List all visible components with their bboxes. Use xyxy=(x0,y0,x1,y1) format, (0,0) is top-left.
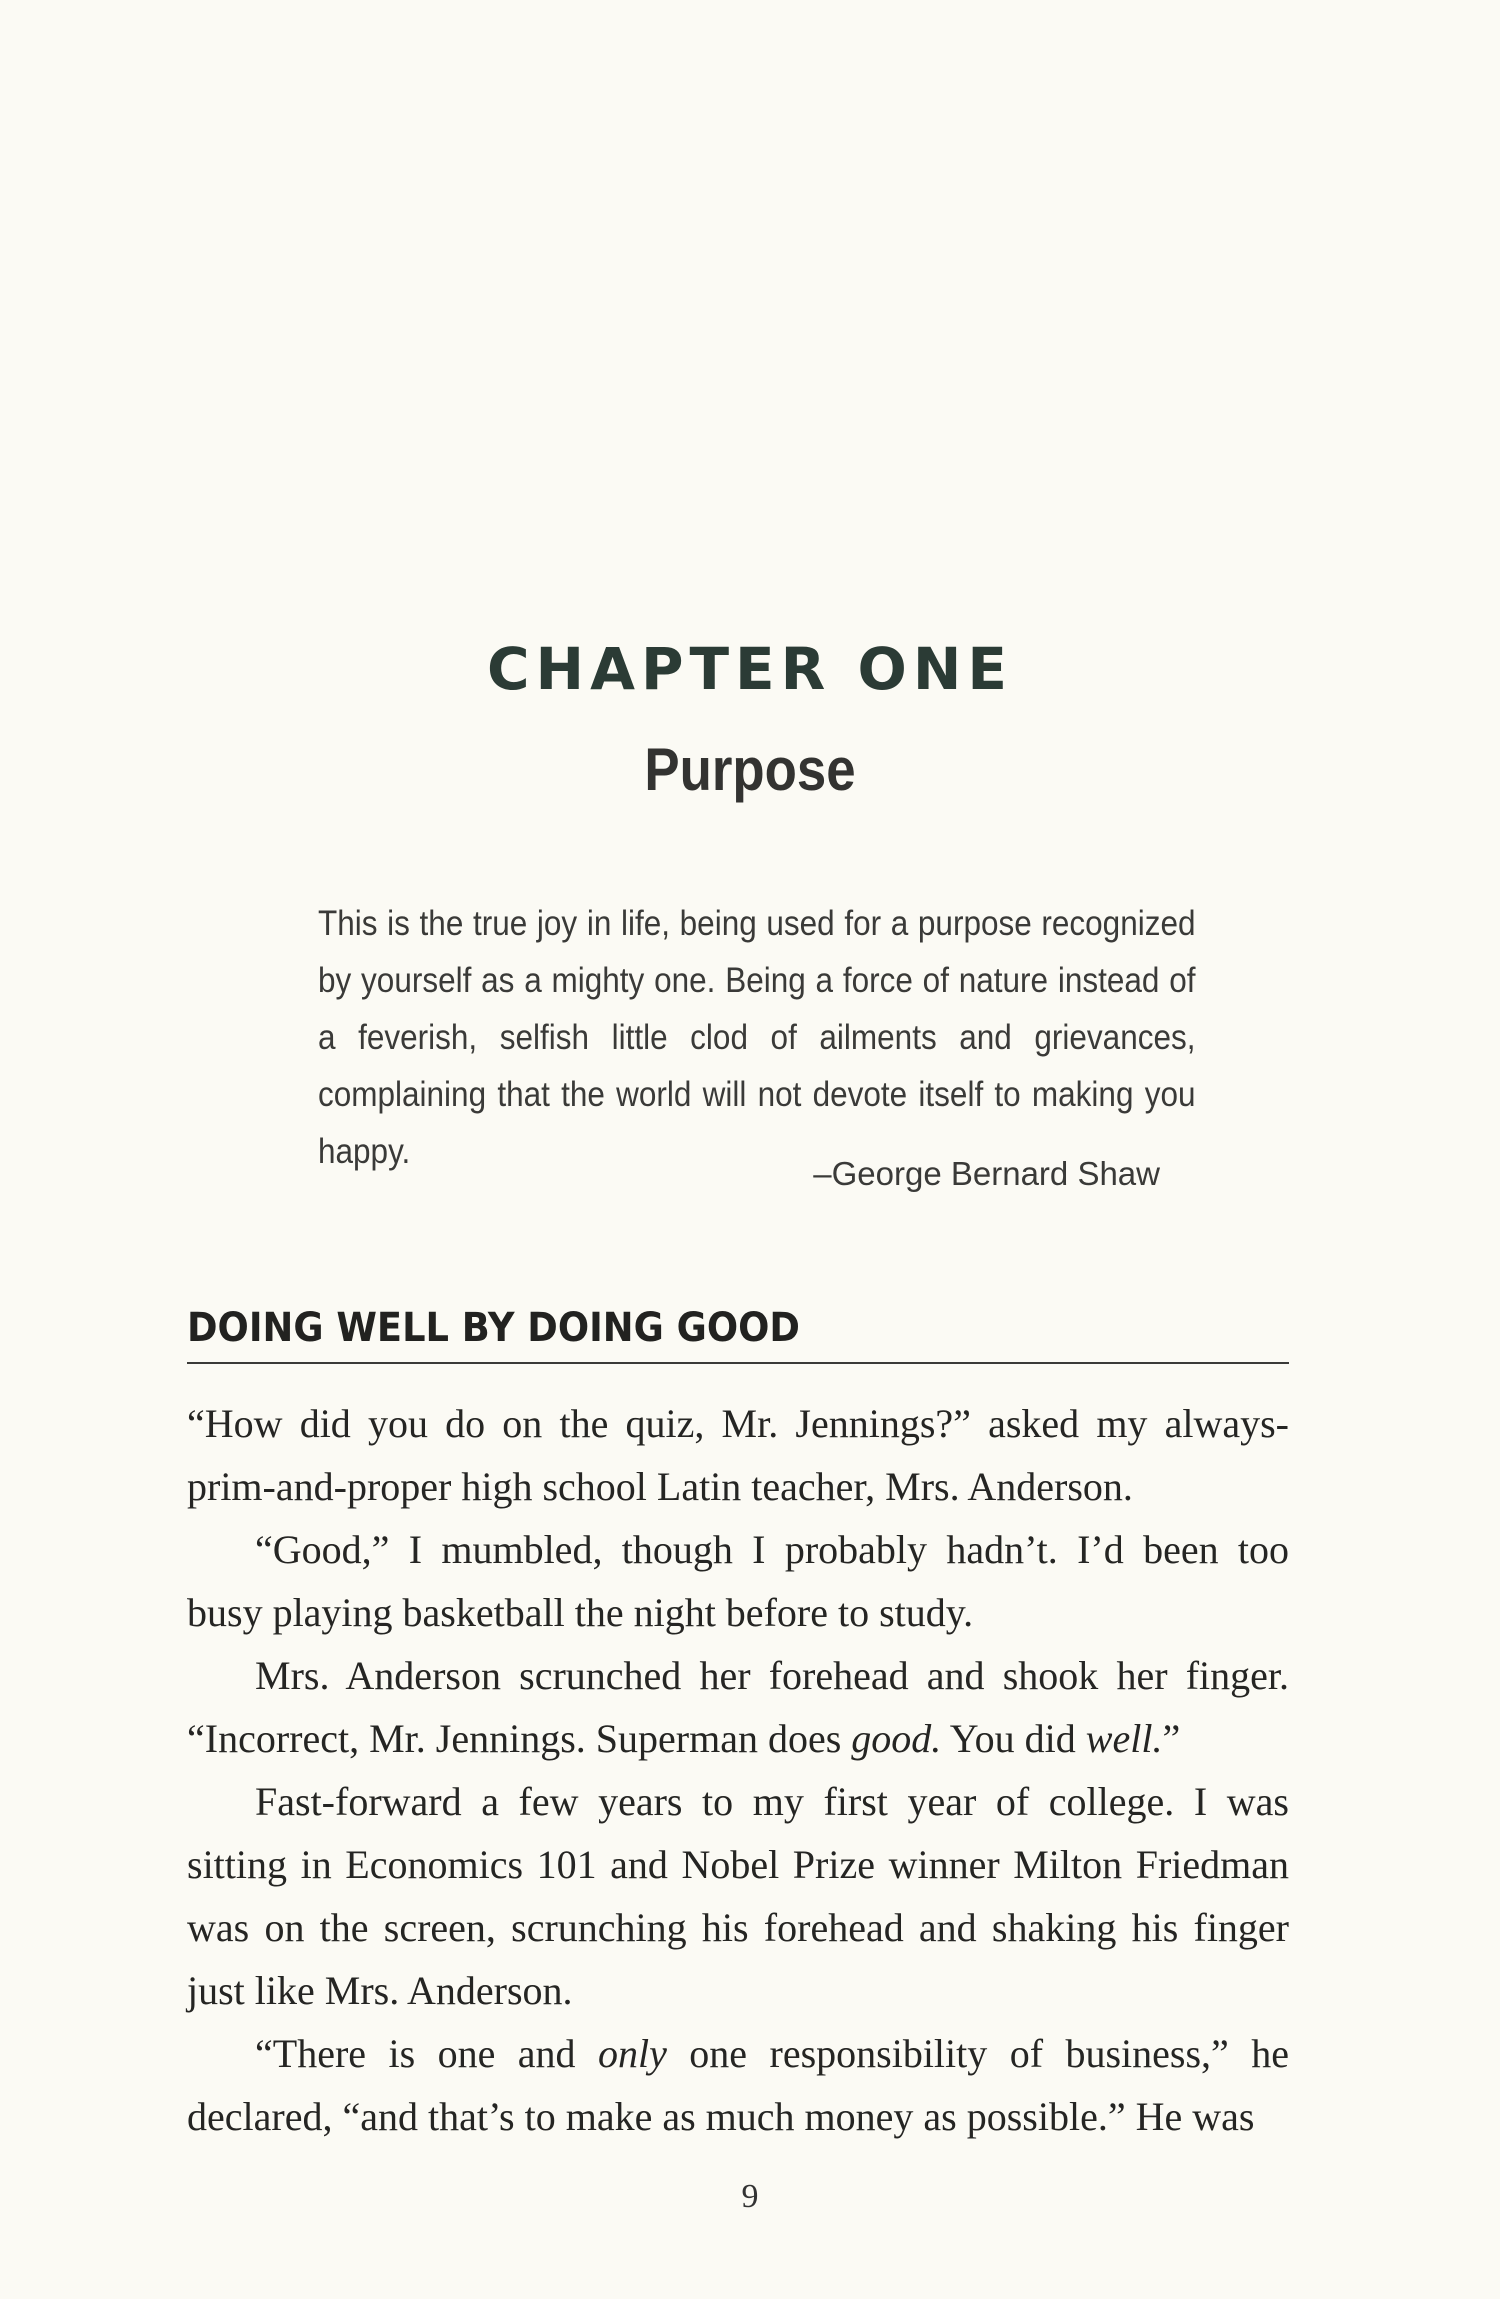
paragraph xyxy=(187,1518,1289,1644)
paragraph-text: “How did you do on the quiz, Mr. Jennings?” asked my always-prim-and-proper high school Latin teacher, Mrs. Anderson. xyxy=(187,1401,1289,1509)
paragraph-text: “There is one and xyxy=(255,2031,598,2076)
paragraph-text: Mrs. Anderson scrunched her forehead and shook her finger. “Incorrect, Mr. Jennings. Superman does xyxy=(187,1653,1289,1761)
body-text xyxy=(187,1392,1289,2148)
paragraph xyxy=(187,2022,1289,2148)
paragraph xyxy=(187,1644,1289,1770)
section-heading: DOING WELL BY DOING GOOD xyxy=(187,1305,800,1351)
epigraph-quote: This is the true joy in life, being used for a purpose recognized by yourself as a mighty one. Being a force of nature instead of a feverish, selfish little clod of ailments and grievances, complaining that the world will not devote itself to making you happy. xyxy=(318,904,1196,1171)
chapter-label: CHAPTER ONE xyxy=(486,635,1013,703)
paragraph-text: ” xyxy=(1162,1716,1181,1761)
section-divider xyxy=(187,1362,1289,1364)
emphasis-text: good. xyxy=(851,1716,942,1761)
paragraph xyxy=(187,1392,1289,1518)
emphasis-text: well. xyxy=(1085,1716,1163,1761)
paragraph-text: “Good,” I mumbled, though I probably hadn’t. I’d been too busy playing basketball the night before to study. xyxy=(187,1527,1289,1635)
chapter-title: Purpose xyxy=(644,736,856,803)
paragraph-text: one responsibility of business,” he declared, “and that’s to make as much money as possible.” He was xyxy=(187,2031,1290,2139)
paragraph xyxy=(187,1770,1289,2022)
paragraph-text: Fast-forward a few years to my first year of college. I was sitting in Economics 101 and Nobel Prize winner Milton Friedman was on the screen, scrunching his forehead and shaking his finger just like Mrs. Anderson. xyxy=(187,1779,1289,2013)
page-number: 9 xyxy=(741,2178,759,2215)
paragraph-text: You did xyxy=(941,1716,1086,1761)
emphasis-text: only xyxy=(597,2031,667,2076)
epigraph-attribution: –George Bernard Shaw xyxy=(813,1155,1160,1192)
